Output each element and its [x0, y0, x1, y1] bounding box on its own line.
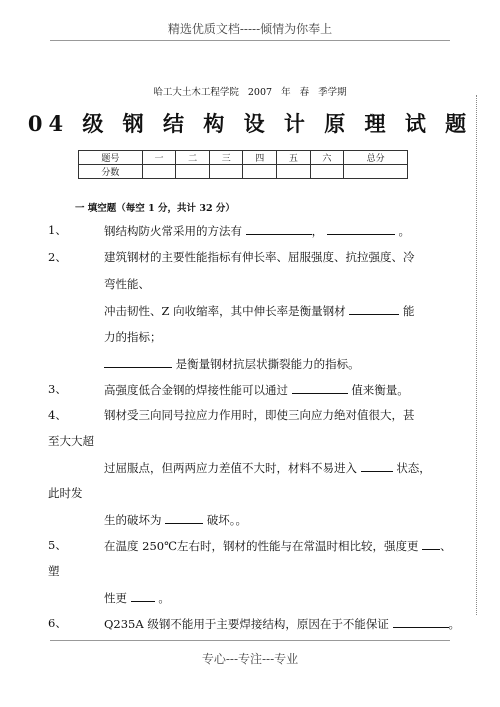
question-number: 5、: [48, 538, 67, 552]
answer-blank[interactable]: [349, 302, 399, 315]
question-text: 此时发: [48, 486, 83, 500]
score-cell: [176, 165, 210, 179]
section-heading: 一 填空题（每空 1 分，共计 32 分）: [75, 203, 235, 214]
question-text: 在温度 250℃左右时，钢材的性能与在常温时相比较，强度更: [104, 539, 419, 553]
question-text: 钢结构防火常采用的方法有: [104, 224, 242, 238]
question-text: 。: [158, 591, 170, 605]
question-text: 至大大超: [48, 434, 94, 448]
question-4-line-5: [104, 511, 247, 528]
question-number: 1、: [48, 223, 67, 237]
question-text: 状态，: [396, 461, 431, 475]
answer-blank[interactable]: [327, 222, 395, 235]
score-cell: 二: [176, 151, 210, 165]
page-header: 精选优质文档-----倾情为你奉上: [167, 22, 333, 36]
answer-blank[interactable]: [165, 511, 203, 524]
question-text: 冲击韧性、Z 向收缩率，其中伸长率是衡量钢材: [104, 304, 346, 318]
score-table: [78, 150, 408, 179]
answer-blank[interactable]: [393, 615, 449, 628]
question-text: Q235A 级钢不能用于主要焊接结构，原因在于不能保证: [104, 617, 389, 631]
question-text: 钢材受三向同号拉应力作用时，即使三向应力绝对值很大，甚: [104, 408, 415, 422]
question-text: 值来衡量。: [351, 383, 409, 397]
question-text: 破坏。。: [206, 513, 248, 527]
score-cell: 总分: [344, 151, 408, 165]
score-cell: 三: [209, 151, 243, 165]
question-5-line-1: [104, 537, 452, 554]
answer-blank[interactable]: [422, 537, 440, 550]
score-cell: 五: [277, 151, 311, 165]
question-1: [104, 222, 410, 239]
exam-title: 04 级 钢 结 构 设 计 原 理 试 题: [27, 111, 473, 136]
question-6: [104, 615, 460, 632]
question-number: 3、: [48, 382, 67, 396]
score-cell: [310, 165, 344, 179]
answer-blank[interactable]: [246, 222, 312, 235]
score-cell: 分数: [79, 165, 143, 179]
question-text: 力的指标；: [104, 330, 162, 344]
score-cell: 一: [142, 151, 176, 165]
question-5-line-3: [104, 589, 170, 606]
answer-blank[interactable]: [104, 355, 172, 368]
question-2-line-5: [104, 355, 360, 372]
question-text: ，: [311, 224, 324, 238]
score-table-row-scores: [79, 165, 408, 179]
question-text: 性更: [104, 591, 127, 605]
question-text: 过屈服点，但两两应力差值不大时，材料不易进入: [104, 461, 357, 475]
score-cell: [277, 165, 311, 179]
score-cell: [209, 165, 243, 179]
question-text: 、: [440, 539, 452, 553]
answer-blank[interactable]: [361, 459, 393, 472]
answer-blank[interactable]: [131, 589, 155, 602]
question-text: 是衡量钢材抗层状撕裂能力的指标。: [175, 357, 360, 371]
footer-divider: [50, 640, 450, 641]
header-divider: [50, 40, 450, 41]
question-text: 能: [402, 304, 415, 318]
question-text: 。: [448, 617, 460, 631]
score-cell: 四: [243, 151, 277, 165]
question-text: 生的破坏为: [104, 513, 162, 527]
score-cell: [142, 165, 176, 179]
question-3: [104, 381, 409, 398]
score-cell: 六: [310, 151, 344, 165]
exam-subtitle: 哈工大土木工程学院 2007 年 春 季学期: [153, 87, 347, 98]
score-table-row-header: [79, 151, 408, 165]
page-footer: 专心---专注---专业: [201, 652, 299, 666]
question-4-line-3: [104, 459, 431, 476]
question-number: 4、: [48, 408, 67, 422]
score-cell: 题号: [79, 151, 143, 165]
answer-blank[interactable]: [292, 381, 348, 394]
score-cell: [344, 165, 408, 179]
question-text: 塑: [48, 564, 60, 578]
question-text: 高强度低合金钢的焊接性能可以通过: [104, 383, 288, 397]
question-number: 2、: [48, 250, 67, 264]
question-text: 建筑钢材的主要性能指标有伸长率、屈服强度、抗拉强度、冷: [104, 250, 415, 264]
question-text: 。: [398, 224, 410, 238]
score-cell: [243, 165, 277, 179]
question-text: 弯性能、: [104, 277, 150, 291]
binding-dotted-line: [476, 95, 477, 615]
question-number: 6、: [48, 616, 67, 630]
question-2-line-3: [104, 302, 414, 319]
